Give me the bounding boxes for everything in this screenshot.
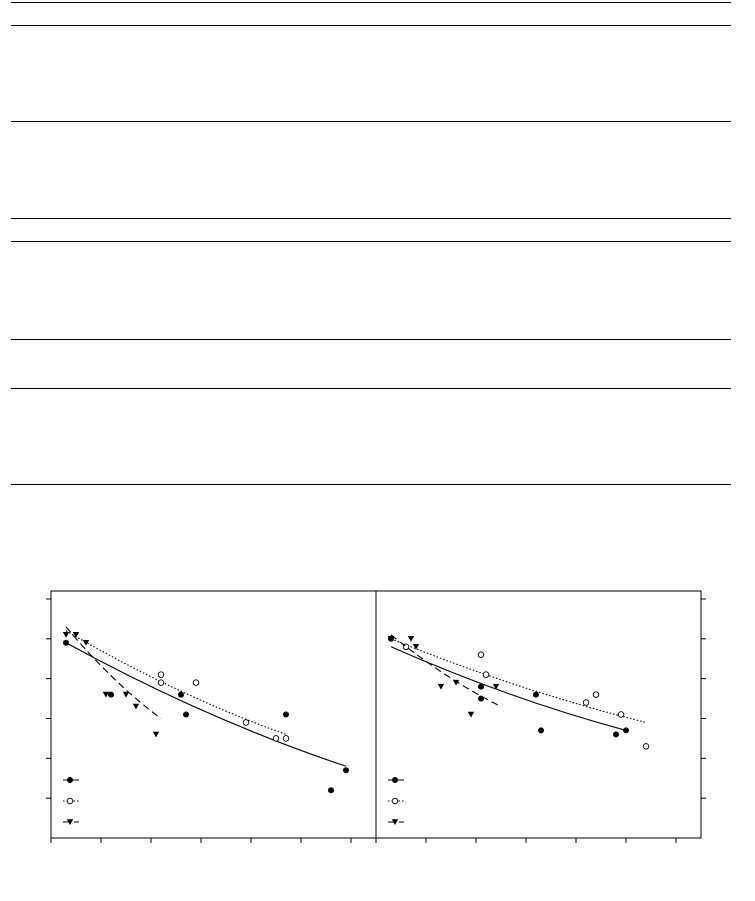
data-point xyxy=(483,672,489,678)
fit-line-series-1 xyxy=(391,647,626,731)
data-point xyxy=(158,672,164,678)
legend-marker xyxy=(67,798,73,804)
fit-line-series-1 xyxy=(66,643,346,767)
data-point xyxy=(178,692,184,698)
data-point xyxy=(413,644,419,650)
chart-panel-1 xyxy=(46,591,376,843)
legend-marker xyxy=(67,777,73,783)
data-point xyxy=(243,720,249,726)
data-point xyxy=(108,692,114,698)
data-point xyxy=(123,692,129,698)
data-point xyxy=(73,632,79,638)
plot-frame xyxy=(51,591,376,838)
legend-marker xyxy=(392,798,398,804)
legend-marker xyxy=(392,777,398,783)
data-point xyxy=(283,712,289,718)
data-point xyxy=(478,684,484,690)
data-point xyxy=(273,736,279,742)
data-point xyxy=(343,767,349,773)
data-point xyxy=(593,692,599,698)
data-point xyxy=(63,640,69,646)
data-point xyxy=(618,712,624,718)
data-point xyxy=(183,712,189,718)
data-point xyxy=(63,632,69,638)
data-point xyxy=(643,744,649,750)
data-point xyxy=(158,680,164,686)
data-point xyxy=(283,736,289,742)
data-point xyxy=(438,684,444,690)
plot-frame xyxy=(376,591,701,838)
data-point xyxy=(613,731,619,737)
chart-panel-2 xyxy=(376,591,706,843)
data-point xyxy=(623,727,629,733)
data-point xyxy=(533,692,539,698)
data-point xyxy=(538,727,544,733)
data-point xyxy=(583,700,589,706)
data-point xyxy=(153,732,159,738)
fit-line-series-2 xyxy=(391,639,646,723)
data-point xyxy=(328,787,334,793)
data-point xyxy=(133,704,139,710)
data-point xyxy=(468,712,474,718)
data-point xyxy=(478,696,484,702)
fit-line-series-2 xyxy=(66,631,286,735)
data-point xyxy=(83,640,89,646)
fit-line-series-3 xyxy=(66,627,161,719)
data-point xyxy=(478,652,484,658)
data-point xyxy=(408,636,414,642)
data-point xyxy=(193,680,199,686)
